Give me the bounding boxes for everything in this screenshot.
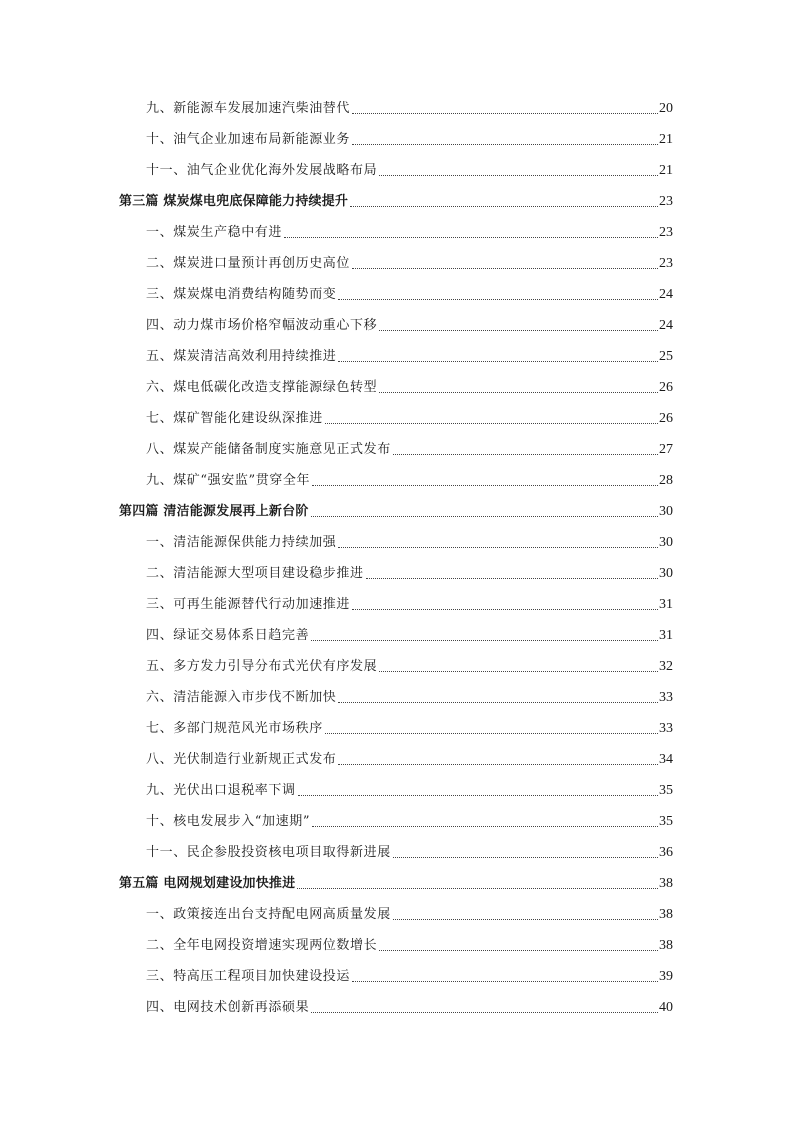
- toc-entry-title: 九、煤矿“强安监”贯穿全年: [146, 473, 311, 488]
- toc-section-entry[interactable]: [146, 405, 673, 427]
- toc-entry-page-number: 31: [659, 597, 673, 612]
- toc-entry-page-number: 35: [659, 783, 673, 798]
- toc-entry-page-number: 23: [659, 225, 673, 240]
- toc-section-entry[interactable]: [146, 591, 673, 613]
- dot-leader: [311, 639, 658, 641]
- toc-entry-page-number: 40: [659, 1000, 673, 1015]
- toc-entry-page-number: 33: [659, 690, 673, 705]
- toc-entry-title: 十一、油气企业优化海外发展战略布局: [146, 163, 378, 178]
- toc-part-entry[interactable]: [119, 498, 673, 520]
- toc-entry-title: 二、煤炭进口量预计再创历史高位: [146, 256, 351, 271]
- dot-leader: [352, 608, 658, 610]
- toc-entry-page-number: 21: [659, 132, 673, 147]
- toc-entry-page-number: 26: [659, 380, 673, 395]
- toc-entry-title: 四、绿证交易体系日趋完善: [146, 628, 310, 643]
- toc-entry-title: 一、政策接连出台支持配电网高质量发展: [146, 907, 391, 922]
- toc-entry-page-number: 30: [659, 535, 673, 550]
- toc-entry-title: 三、煤炭煤电消费结构随势而变: [146, 287, 337, 302]
- toc-section-entry[interactable]: [146, 901, 673, 923]
- toc-section-entry[interactable]: [146, 808, 673, 830]
- dot-leader: [325, 422, 658, 424]
- toc-section-entry[interactable]: [146, 250, 673, 272]
- dot-leader: [379, 670, 658, 672]
- toc-entry-title: 八、光伏制造行业新规正式发布: [146, 752, 337, 767]
- toc-entry-page-number: 32: [659, 659, 673, 674]
- toc-entry-title: 第三篇 煤炭煤电兜底保障能力持续提升: [119, 194, 349, 209]
- toc-entry-page-number: 36: [659, 845, 673, 860]
- toc-entry-title: 四、动力煤市场价格窄幅波动重心下移: [146, 318, 378, 333]
- toc-entry-page-number: 31: [659, 628, 673, 643]
- toc-entry-title: 八、煤炭产能储备制度实施意见正式发布: [146, 442, 391, 457]
- toc-section-entry[interactable]: [146, 374, 673, 396]
- dot-leader: [366, 577, 658, 579]
- dot-leader: [393, 453, 658, 455]
- toc-entry-page-number: 34: [659, 752, 673, 767]
- dot-leader: [352, 980, 658, 982]
- toc-section-entry[interactable]: [146, 777, 673, 799]
- toc-entry-title: 十、核电发展步入“加速期”: [146, 814, 311, 829]
- toc-section-entry[interactable]: [146, 312, 673, 334]
- toc-section-entry[interactable]: [146, 963, 673, 985]
- toc-entry-page-number: 24: [659, 287, 673, 302]
- toc-entry-title: 二、全年电网投资增速实现两位数增长: [146, 938, 378, 953]
- toc-entry-title: 三、可再生能源替代行动加速推进: [146, 597, 351, 612]
- dot-leader: [338, 546, 658, 548]
- toc-section-entry[interactable]: [146, 622, 673, 644]
- dot-leader: [379, 329, 658, 331]
- toc-entry-page-number: 38: [659, 938, 673, 953]
- toc-section-entry[interactable]: [146, 746, 673, 768]
- toc-section-entry[interactable]: [146, 95, 673, 117]
- toc-entry-title: 七、煤矿智能化建设纵深推进: [146, 411, 323, 426]
- toc-entry-page-number: 33: [659, 721, 673, 736]
- dot-leader: [338, 763, 658, 765]
- toc-entry-title: 一、煤炭生产稳中有进: [146, 225, 283, 240]
- toc-section-entry[interactable]: [146, 529, 673, 551]
- toc-entry-page-number: 23: [659, 194, 673, 209]
- toc-section-entry[interactable]: [146, 219, 673, 241]
- toc-entry-page-number: 39: [659, 969, 673, 984]
- dot-leader: [379, 174, 658, 176]
- toc-entry-title: 三、特高压工程项目加快建设投运: [146, 969, 351, 984]
- toc-entry-title: 十一、民企参股投资核电项目取得新进展: [146, 845, 391, 860]
- toc-entry-page-number: 28: [659, 473, 673, 488]
- dot-leader: [338, 701, 658, 703]
- dot-leader: [350, 205, 658, 207]
- dot-leader: [379, 391, 658, 393]
- dot-leader: [312, 825, 658, 827]
- dot-leader: [297, 887, 658, 889]
- toc-entry-title: 一、清洁能源保供能力持续加强: [146, 535, 337, 550]
- dot-leader: [312, 484, 658, 486]
- toc-entry-title: 九、光伏出口退税率下调: [146, 783, 296, 798]
- dot-leader: [379, 949, 658, 951]
- toc-entry-title: 六、清洁能源入市步伐不断加快: [146, 690, 337, 705]
- dot-leader: [352, 143, 658, 145]
- toc-section-entry[interactable]: [146, 467, 673, 489]
- toc-entry-page-number: 27: [659, 442, 673, 457]
- dot-leader: [298, 794, 658, 796]
- dot-leader: [352, 112, 658, 114]
- dot-leader: [393, 856, 658, 858]
- toc-section-entry[interactable]: [146, 281, 673, 303]
- toc-entry-title: 六、煤电低碳化改造支撑能源绿色转型: [146, 380, 378, 395]
- toc-entry-title: 九、新能源车发展加速汽柴油替代: [146, 101, 351, 116]
- toc-entry-title: 五、煤炭清洁高效利用持续推进: [146, 349, 337, 364]
- toc-section-entry[interactable]: [146, 715, 673, 737]
- toc-section-entry[interactable]: [146, 932, 673, 954]
- dot-leader: [393, 918, 658, 920]
- toc-section-entry[interactable]: [146, 684, 673, 706]
- toc-section-entry[interactable]: [146, 157, 673, 179]
- toc-entry-page-number: 30: [659, 504, 673, 519]
- toc-part-entry[interactable]: [119, 188, 673, 210]
- dot-leader: [352, 267, 658, 269]
- toc-part-entry[interactable]: [119, 870, 673, 892]
- toc-section-entry[interactable]: [146, 126, 673, 148]
- toc-entry-page-number: 21: [659, 163, 673, 178]
- toc-entry-title: 二、清洁能源大型项目建设稳步推进: [146, 566, 364, 581]
- toc-entry-page-number: 30: [659, 566, 673, 581]
- toc-entry-page-number: 35: [659, 814, 673, 829]
- toc-entry-page-number: 38: [659, 907, 673, 922]
- toc-entry-page-number: 23: [659, 256, 673, 271]
- toc-entry-title: 四、电网技术创新再添硕果: [146, 1000, 310, 1015]
- toc-entry-page-number: 24: [659, 318, 673, 333]
- toc-entry-page-number: 20: [659, 101, 673, 116]
- dot-leader: [311, 515, 658, 517]
- toc-entry-title: 十、油气企业加速布局新能源业务: [146, 132, 351, 147]
- toc-section-entry[interactable]: [146, 436, 673, 458]
- dot-leader: [311, 1011, 658, 1013]
- toc-entry-title: 第五篇 电网规划建设加快推进: [119, 876, 296, 891]
- dot-leader: [284, 236, 658, 238]
- toc-entry-page-number: 26: [659, 411, 673, 426]
- toc-section-entry[interactable]: [146, 994, 673, 1016]
- toc-entry-page-number: 25: [659, 349, 673, 364]
- toc-section-entry[interactable]: [146, 560, 673, 582]
- toc-entry-title: 第四篇 清洁能源发展再上新台阶: [119, 504, 309, 519]
- dot-leader: [338, 298, 658, 300]
- dot-leader: [325, 732, 658, 734]
- toc-section-entry[interactable]: [146, 839, 673, 861]
- toc-entry-page-number: 38: [659, 876, 673, 891]
- toc-section-entry[interactable]: [146, 343, 673, 365]
- toc-entry-title: 五、多方发力引导分布式光伏有序发展: [146, 659, 378, 674]
- dot-leader: [338, 360, 658, 362]
- toc-entry-title: 七、多部门规范风光市场秩序: [146, 721, 323, 736]
- toc-section-entry[interactable]: [146, 653, 673, 675]
